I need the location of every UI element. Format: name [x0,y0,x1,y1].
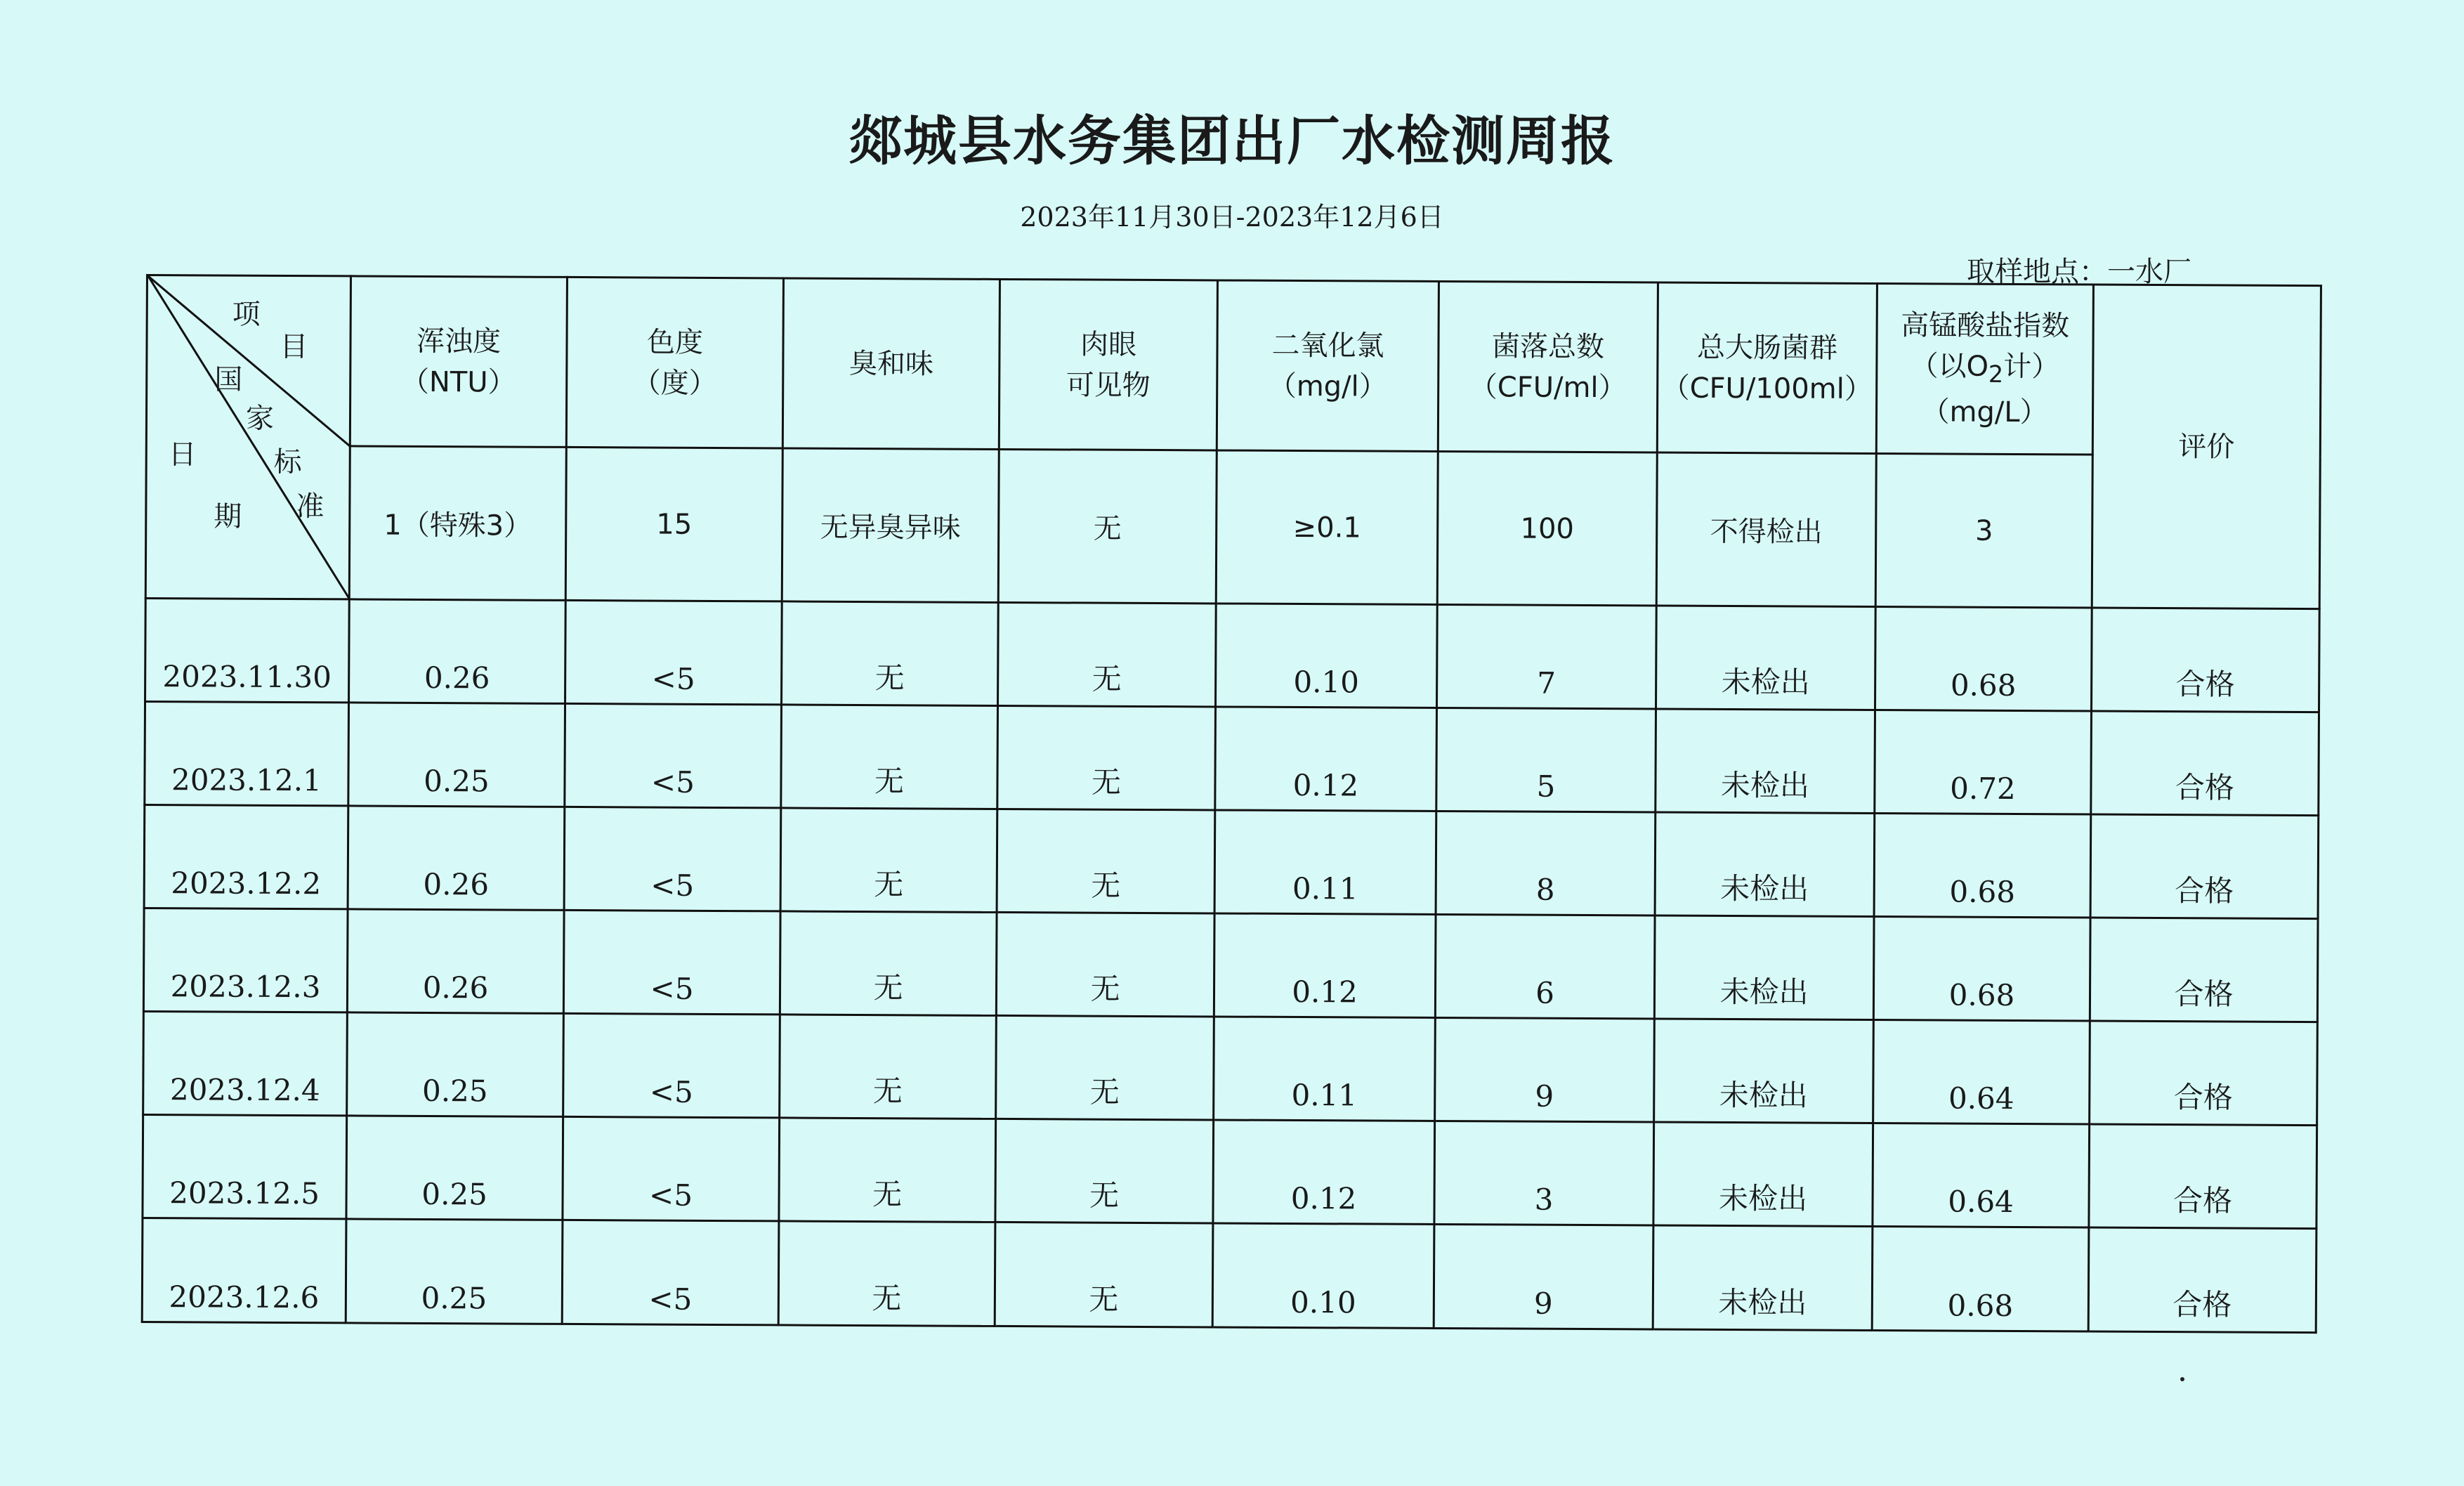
standard-visible-matter: 无 [998,449,1217,604]
row-visible-matter: 无 [997,809,1215,913]
row-chlorine-dioxide: 0.12 [1215,707,1437,812]
sampling-site: 取样地点：一水厂 [1967,256,2191,288]
row-odor: 无 [780,911,997,1016]
row-total-coliform: 未检出 [1654,915,1874,1020]
corner-standard-char: 家 [245,402,275,435]
header-colony-count: 菌落总数 （CFU/ml） [1438,281,1658,452]
row-odor: 无 [778,1221,995,1327]
row-chlorine-dioxide: 0.12 [1214,913,1436,1018]
header-total-coliform: 总大肠菌群 （CFU/100ml） [1657,282,1877,454]
row-date: 2023.12.4 [143,1011,348,1115]
header-visible-matter: 肉眼 可见物 [999,279,1217,450]
row-visible-matter: 无 [995,1222,1213,1327]
row-permanganate-index: 0.64 [1873,1123,2090,1228]
standard-row [145,445,2320,609]
row-chlorine-dioxide: 0.11 [1214,1017,1436,1121]
corner-date-char: 日 [168,438,197,471]
row-colony-count: 7 [1437,604,1657,709]
row-colony-count: 9 [1435,1017,1655,1122]
row-color: <5 [565,600,782,705]
row-turbidity: 0.26 [348,806,565,911]
row-evaluation: 合格 [2091,711,2319,816]
row-colony-count: 6 [1435,914,1655,1019]
corner-item-char: 项 [232,298,261,331]
row-odor: 无 [782,601,999,706]
table-row [145,702,2319,816]
row-date: 2023.11.30 [145,599,350,703]
standard-color: 15 [565,447,782,601]
scan-speck [2180,1377,2184,1381]
row-total-coliform: 未检出 [1654,1019,1874,1123]
header-evaluation: 评价 [2092,285,2321,609]
header-odor: 臭和味 [782,278,1000,450]
row-chlorine-dioxide: 0.11 [1214,810,1436,915]
standard-total-coliform: 不得检出 [1656,452,1876,607]
row-permanganate-index: 0.68 [1874,814,2091,918]
row-total-coliform: 未检出 [1656,709,1875,814]
row-turbidity: 0.25 [347,1012,564,1117]
header-row [146,275,2321,456]
row-total-coliform: 未检出 [1653,1225,1873,1331]
row-chlorine-dioxide: 0.10 [1216,604,1438,708]
row-turbidity: 0.25 [348,703,565,807]
row-color: <5 [562,1220,779,1325]
row-permanganate-index: 0.68 [1873,917,2090,1022]
row-date: 2023.12.5 [143,1114,347,1218]
row-evaluation: 合格 [2091,608,2319,712]
row-evaluation: 合格 [2088,1227,2316,1333]
header-color: 色度 （度） [566,277,783,448]
row-odor: 无 [780,808,997,913]
standard-permanganate-index: 3 [1875,454,2092,608]
row-visible-matter: 无 [998,602,1217,707]
report-date-range: 2023年11月30日-2023年12月6日 [1020,202,1444,233]
row-evaluation: 合格 [2090,918,2318,1022]
table-row [142,1218,2316,1332]
row-colony-count: 5 [1436,708,1656,812]
row-permanganate-index: 0.72 [1875,710,2092,815]
row-color: <5 [563,1013,780,1118]
row-chlorine-dioxide: 0.12 [1213,1120,1435,1225]
row-odor: 无 [779,1118,996,1223]
row-evaluation: 合格 [2089,1124,2317,1229]
table-row [143,908,2318,1022]
row-permanganate-index: 0.68 [1875,607,2092,712]
standard-odor: 无异臭异味 [782,448,999,603]
corner-standard-char: 准 [296,490,325,523]
table-row [143,1114,2317,1228]
row-colony-count: 3 [1434,1121,1654,1225]
row-date: 2023.12.3 [143,908,348,1012]
row-total-coliform: 未检出 [1656,606,1876,710]
standard-colony-count: 100 [1437,451,1657,606]
header-permanganate-index: 高锰酸盐指数 （以$O_2$计） （mg/L） [1876,284,2093,455]
row-color: <5 [563,910,780,1015]
row-total-coliform: 未检出 [1655,812,1875,917]
standard-turbidity: 1（特殊3） [349,446,566,601]
row-turbidity: 0.25 [346,1219,563,1324]
row-color: <5 [563,1116,780,1221]
row-evaluation: 合格 [2090,814,2319,919]
table-row [145,599,2320,712]
row-date: 2023.12.2 [144,804,348,908]
corner-standard-char: 国 [214,363,243,396]
row-colony-count: 8 [1436,811,1656,915]
standard-chlorine-dioxide: ≥0.1 [1216,450,1438,605]
row-color: <5 [565,703,782,808]
corner-item-char: 目 [280,330,308,364]
row-date: 2023.12.6 [142,1218,346,1322]
header-chlorine-dioxide: 二氧化氯 （mg/l） [1217,280,1439,452]
row-permanganate-index: 0.64 [1873,1020,2090,1125]
report-title: 郯城县水务集团出厂水检测周报 [848,110,1616,172]
corner-standard-char: 标 [273,445,302,479]
row-date: 2023.12.1 [145,702,349,806]
row-colony-count: 9 [1434,1224,1653,1329]
row-turbidity: 0.26 [347,909,564,1014]
table-row [143,1011,2318,1125]
row-odor: 无 [781,705,998,809]
row-turbidity: 0.26 [349,599,566,704]
row-color: <5 [564,807,781,911]
header-turbidity: 浑浊度 （NTU） [350,276,567,448]
row-visible-matter: 无 [995,1119,1214,1223]
water-quality-table [141,274,2322,1334]
row-evaluation: 合格 [2090,1021,2318,1126]
row-visible-matter: 无 [996,912,1214,1017]
row-total-coliform: 未检出 [1653,1122,1873,1227]
corner-header-cell [145,275,350,599]
corner-date-char: 期 [214,500,242,533]
table-row [144,804,2319,918]
row-turbidity: 0.25 [346,1116,563,1220]
row-odor: 无 [780,1015,997,1119]
row-visible-matter: 无 [997,705,1216,810]
row-visible-matter: 无 [996,1015,1214,1120]
row-permanganate-index: 0.68 [1872,1227,2089,1332]
row-chlorine-dioxide: 0.10 [1212,1223,1434,1329]
